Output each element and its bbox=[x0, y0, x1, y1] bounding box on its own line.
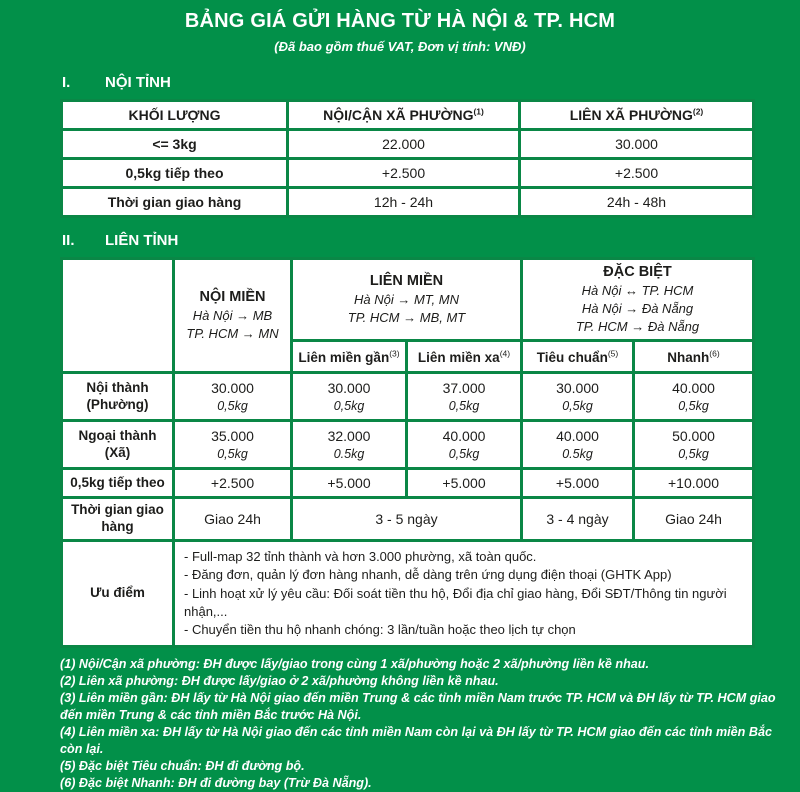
price-cell: 22.000 bbox=[288, 130, 520, 159]
price-value: 30.000 bbox=[556, 380, 599, 397]
price-value: 30.000 bbox=[327, 380, 371, 397]
column-header-tieu-chuan bbox=[522, 341, 634, 373]
price-cell: +10.000 bbox=[634, 469, 754, 498]
group-title: NỘI MIỀN bbox=[199, 289, 266, 306]
row-label: Ngoại thành (Xã) bbox=[62, 421, 174, 469]
table-lien-tinh bbox=[60, 257, 755, 648]
price-value: 50.000 bbox=[672, 428, 715, 445]
table-noi-tinh bbox=[60, 99, 755, 218]
route-line: Hà Nội → MB bbox=[192, 307, 273, 323]
price-cell bbox=[292, 373, 407, 421]
footnote-5: (5) Đặc biệt Tiêu chuẩn: ĐH đi đường bộ. bbox=[60, 759, 305, 774]
footnote-ref: (6) bbox=[709, 348, 720, 359]
section-label: LIÊN TỈNH bbox=[105, 232, 179, 249]
price-cell: +5.000 bbox=[407, 469, 522, 498]
price-unit: 0.5kg bbox=[333, 447, 365, 462]
price-cell bbox=[174, 421, 292, 469]
footnotes bbox=[60, 656, 792, 792]
advantages-cell bbox=[174, 541, 754, 647]
page-title: BẢNG GIÁ GỬI HÀNG TỪ HÀ NỘI & TP. HCM bbox=[184, 10, 616, 32]
price-cell: +5.000 bbox=[522, 469, 634, 498]
route-line: TP. HCM → Đà Nẵng bbox=[575, 319, 700, 335]
group-header-noi-mien bbox=[174, 259, 292, 373]
footnote-1: (1) Nội/Cận xã phường: ĐH được lấy/giao trong cùng 1 xã/phường hoặc 2 xã/phường liền kề nhau. bbox=[60, 657, 649, 672]
footnote-2: (2) Liên xã phường: ĐH được lấy/giao ở 2 xã/phường không liền kề nhau. bbox=[60, 674, 499, 689]
column-header-lien-mien-xa bbox=[407, 341, 522, 373]
row-label: Thời gian giao hàng bbox=[62, 188, 288, 217]
section-label: NỘI TỈNH bbox=[105, 74, 171, 91]
price-cell bbox=[174, 373, 292, 421]
price-unit: 0,5kg bbox=[217, 447, 248, 462]
time-cell: 3 - 5 ngày bbox=[292, 498, 522, 541]
column-header-khoi-luong bbox=[62, 101, 288, 130]
column-header-label: Tiêu chuẩn bbox=[536, 349, 608, 365]
price-cell: +2.500 bbox=[174, 469, 292, 498]
price-value: 40.000 bbox=[672, 380, 715, 397]
price-unit: 0,5kg bbox=[217, 399, 248, 414]
board-header bbox=[0, 0, 800, 54]
footnote-4: (4) Liên miền xa: ĐH lấy từ Hà Nội giao đến các tỉnh miền Nam còn lại và ĐH lấy từ TP. HCM giao đến các tỉnh miền Bắc còn lại. bbox=[60, 725, 772, 757]
time-cell: 12h - 24h bbox=[288, 188, 520, 217]
column-header-label: Nhanh bbox=[667, 349, 710, 365]
group-title: LIÊN MIỀN bbox=[369, 273, 444, 290]
price-unit: 0,5kg bbox=[448, 399, 480, 414]
route-line: Hà Nội → MT, MN bbox=[354, 291, 459, 307]
row-label: Thời gian giao hàng bbox=[62, 498, 174, 541]
table-row bbox=[62, 130, 754, 159]
price-cell bbox=[634, 373, 754, 421]
price-cell bbox=[634, 421, 754, 469]
price-unit: 0,5kg bbox=[678, 447, 709, 462]
section-heading-lien-tinh bbox=[62, 232, 800, 249]
table-row-ngoai-thanh bbox=[62, 421, 754, 469]
row-label: 0,5kg tiếp theo bbox=[62, 469, 174, 498]
table-header-row bbox=[62, 101, 754, 130]
column-header-nhanh bbox=[634, 341, 754, 373]
column-header-label: Liên miền xa bbox=[417, 349, 500, 365]
footnote-6: (6) Đặc biệt Nhanh: ĐH đi đường bay (Trừ Đà Nẵng). bbox=[60, 776, 372, 791]
footnote-3: (3) Liên miền gần: ĐH lấy từ Hà Nội giao đến miền Trung & các tỉnh miền Nam trước TP. HCM và ĐH lấy từ TP. HCM giao đến miền Trung & các tỉnh miền Bắc trước Hà Nội. bbox=[60, 691, 776, 723]
column-header-label: Liên miền gần bbox=[298, 349, 390, 365]
route-line: Hà Nội ↔ TP. HCM bbox=[581, 282, 694, 298]
time-cell: Giao 24h bbox=[174, 498, 292, 541]
table-row-advantages bbox=[62, 541, 754, 647]
price-unit: 0,5kg bbox=[678, 399, 709, 414]
blank-header-cell bbox=[62, 259, 174, 373]
column-header-lien-xa-phuong bbox=[520, 101, 754, 130]
time-cell: 3 - 4 ngày bbox=[522, 498, 634, 541]
price-value: 30.000 bbox=[211, 380, 254, 397]
price-value: 32.000 bbox=[327, 428, 371, 445]
section-heading-noi-tinh bbox=[62, 74, 800, 91]
price-cell: +2.500 bbox=[288, 159, 520, 188]
column-header-label: KHỐI LƯỢNG bbox=[128, 107, 221, 123]
route-line: Hà Nội → Đà Nẵng bbox=[581, 301, 694, 317]
table-group-header-row bbox=[62, 259, 754, 341]
route-line: TP. HCM → MB, MT bbox=[347, 310, 466, 326]
price-cell: +5.000 bbox=[292, 469, 407, 498]
price-unit: 0,5kg bbox=[448, 447, 480, 462]
table-row bbox=[62, 188, 754, 217]
table-row bbox=[62, 159, 754, 188]
price-value: 35.000 bbox=[211, 428, 254, 445]
price-cell bbox=[292, 421, 407, 469]
price-cell: 30.000 bbox=[520, 130, 754, 159]
page-subtitle: (Đã bao gồm thuế VAT, Đơn vị tính: VNĐ) bbox=[274, 39, 526, 54]
price-value: 37.000 bbox=[442, 380, 486, 397]
column-header-lien-mien-gan bbox=[292, 341, 407, 373]
advantage-line: - Linh hoạt xử lý yêu cầu: Đối soát tiền thu hộ, Đổi địa chỉ giao hàng, Đổi SĐT/Thông tin người nhận,... bbox=[184, 585, 727, 619]
section-numeral: I. bbox=[62, 74, 71, 91]
price-unit: 0,5kg bbox=[562, 399, 593, 414]
table-row-noi-thanh bbox=[62, 373, 754, 421]
row-label: 0,5kg tiếp theo bbox=[62, 159, 288, 188]
advantage-line: - Đăng đơn, quản lý đơn hàng nhanh, dễ dàng trên ứng dụng điện thoại (GHTK App) bbox=[184, 567, 672, 583]
footnote-ref: (3) bbox=[389, 348, 400, 359]
time-cell: 24h - 48h bbox=[520, 188, 754, 217]
advantage-line: - Full-map 32 tỉnh thành và hơn 3.000 phường, xã toàn quốc. bbox=[184, 549, 537, 565]
route-line: TP. HCM → MN bbox=[186, 326, 279, 342]
group-title: ĐẶC BIỆT bbox=[603, 264, 672, 280]
group-header-dac-biet bbox=[522, 259, 754, 341]
advantage-line: - Chuyển tiền thu hộ nhanh chóng: 3 lần/tuần hoặc theo lịch tự chọn bbox=[184, 621, 576, 637]
price-cell bbox=[522, 373, 634, 421]
price-cell bbox=[407, 373, 522, 421]
column-header-noi-can-xa-phuong bbox=[288, 101, 520, 130]
price-value: 40.000 bbox=[442, 428, 486, 445]
price-unit: 0.5kg bbox=[562, 447, 593, 462]
price-cell bbox=[522, 421, 634, 469]
row-label: <= 3kg bbox=[62, 130, 288, 159]
table-row-delivery-time bbox=[62, 498, 754, 541]
column-header-label: LIÊN XÃ PHƯỜNG bbox=[569, 107, 693, 123]
footnote-ref: (1) bbox=[473, 106, 484, 117]
table-row-extra-weight bbox=[62, 469, 754, 498]
price-cell: +2.500 bbox=[520, 159, 754, 188]
price-value: 40.000 bbox=[556, 428, 599, 445]
section-numeral: II. bbox=[62, 232, 75, 249]
footnote-ref: (4) bbox=[499, 348, 511, 359]
price-cell bbox=[407, 421, 522, 469]
time-cell: Giao 24h bbox=[634, 498, 754, 541]
row-label: Ưu điểm bbox=[62, 541, 174, 647]
column-header-label: NỘI/CẬN XÃ PHƯỜNG bbox=[323, 107, 474, 123]
footnote-ref: (2) bbox=[692, 106, 704, 117]
group-header-lien-mien bbox=[292, 259, 522, 341]
row-label: Nội thành (Phường) bbox=[62, 373, 174, 421]
price-unit: 0,5kg bbox=[333, 399, 365, 414]
footnote-ref: (5) bbox=[607, 348, 619, 359]
